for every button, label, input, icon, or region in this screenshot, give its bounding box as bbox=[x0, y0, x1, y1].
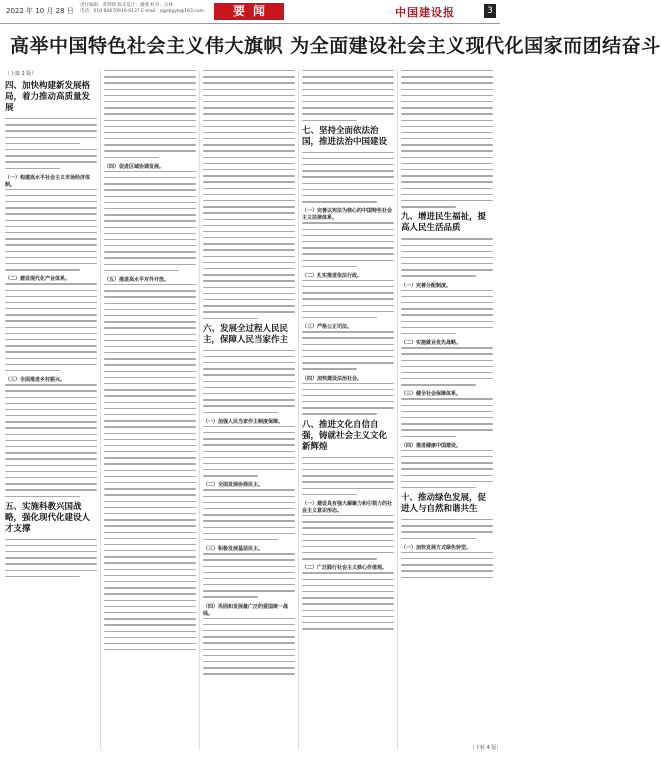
body-text bbox=[401, 290, 493, 335]
body-text bbox=[302, 280, 394, 319]
subheading: （一）加强人民当家作主制度保障。 bbox=[203, 418, 284, 425]
body-text bbox=[302, 457, 394, 496]
body-text bbox=[401, 238, 493, 277]
body-text bbox=[302, 572, 394, 629]
subheading: （二）建设现代化产业体系。 bbox=[5, 276, 71, 283]
body-text bbox=[302, 383, 394, 415]
column-divider bbox=[298, 70, 299, 750]
body-text bbox=[203, 70, 295, 319]
section-heading-4: 四、加快构建新发展格局，着力推动高质量发展 bbox=[5, 81, 91, 113]
subheading: （三）健全社会保障体系。 bbox=[401, 391, 462, 398]
section-heading-6: 六、发展全过程人民民主，保障人民当家作主 bbox=[203, 323, 289, 345]
subheading: （一）完善分配制度。 bbox=[401, 282, 452, 289]
body-text bbox=[5, 539, 97, 578]
contact-line: 电话：010-84670916-6137 E-mail：zgjsbgyb@163.com bbox=[80, 9, 204, 14]
body-text bbox=[302, 515, 394, 560]
body-text bbox=[5, 189, 97, 271]
subheading: （一）建设具有强大凝聚力和引领力的社会主义意识形态。 bbox=[302, 500, 393, 514]
newspaper-logo: 中国建设报 bbox=[395, 6, 455, 19]
subheading: （三）积极发展基层民主。 bbox=[203, 546, 264, 553]
subheading: （二）全面发展协商民主。 bbox=[203, 482, 264, 489]
section-heading-8: 八、推进文化自信自强，铸就社会主义文化新辉煌 bbox=[302, 419, 388, 452]
body-text bbox=[302, 70, 394, 121]
body-text bbox=[203, 618, 295, 675]
body-text bbox=[302, 152, 394, 203]
subheading: （四）推进健康中国建设。 bbox=[401, 442, 462, 449]
body-text bbox=[203, 553, 295, 598]
column-divider bbox=[100, 70, 101, 750]
body-text bbox=[203, 350, 295, 413]
subheading: （三）全面推进乡村振兴。 bbox=[5, 377, 66, 384]
column-4 bbox=[302, 70, 394, 750]
body-text bbox=[5, 118, 97, 169]
subheading: （五）推进高水平对外开放。 bbox=[104, 277, 170, 283]
body-text bbox=[104, 171, 196, 271]
body-text bbox=[104, 70, 196, 158]
subheading: （一）完善以宪法为核心的中国特色社会主义法律体系。 bbox=[302, 208, 393, 222]
editor-info bbox=[80, 3, 220, 15]
section-badge: 要闻 bbox=[214, 3, 284, 20]
subheading: （一）构建高水平社会主义市场经济体制。 bbox=[5, 174, 91, 188]
section-heading-7: 七、坚持全面依法治国，推进法治中国建设 bbox=[302, 125, 388, 147]
column-divider bbox=[199, 70, 200, 750]
subheading: （四）促进区域协调发展。 bbox=[104, 163, 165, 170]
column-1 bbox=[5, 70, 97, 750]
body-text bbox=[203, 426, 295, 477]
subheading: （二）实施就业优先战略。 bbox=[401, 340, 462, 347]
continued-from: （上接 2 版） bbox=[5, 71, 37, 77]
subheading: （三）严格公正司法。 bbox=[302, 324, 353, 331]
body-text bbox=[401, 552, 493, 578]
body-text bbox=[401, 70, 493, 208]
body-text bbox=[5, 283, 97, 371]
body-text bbox=[203, 489, 295, 540]
issue-date: 2022 年 10 月 28 日 bbox=[6, 7, 74, 15]
column-3 bbox=[203, 70, 295, 750]
subheading: （二）扎实推进依法行政。 bbox=[302, 272, 363, 279]
section-heading-5: 五、实施科教兴国战略，强化现代化建设人才支撑 bbox=[5, 501, 91, 534]
headline: 高举中国特色社会主义伟大旗帜 为全面建设社会主义现代化国家而团结奋斗 bbox=[10, 35, 661, 57]
section-heading-9: 九、增进民生福祉，提高人民生活品质 bbox=[401, 212, 487, 234]
column-2 bbox=[104, 70, 196, 750]
body-text bbox=[5, 384, 97, 497]
body-text bbox=[302, 222, 394, 267]
body-text bbox=[401, 450, 493, 489]
body-text bbox=[104, 284, 196, 650]
column-5 bbox=[401, 70, 493, 750]
page-number: 3 bbox=[484, 4, 496, 18]
masthead bbox=[0, 0, 500, 24]
subheading: （四）巩固和发展最广泛的爱国统一战线。 bbox=[203, 603, 289, 617]
editor-line: 责任编辑：黄荆锋 版式设计：潘燕 校对：吴林 bbox=[80, 3, 173, 8]
subheading: （四）加快建设法治社会。 bbox=[302, 375, 363, 382]
body-text bbox=[401, 398, 493, 437]
body-text bbox=[401, 519, 493, 539]
body-text bbox=[302, 331, 394, 370]
body-text bbox=[401, 347, 493, 386]
section-heading-10: 十、推动绿色发展，促进人与自然和谐共生 bbox=[401, 493, 487, 515]
subheading: （一）加快发展方式绿色转型。 bbox=[401, 544, 472, 551]
subheading: （二）广泛践行社会主义核心价值观。 bbox=[302, 565, 388, 572]
continued-to: （下转 4 版） bbox=[470, 745, 502, 751]
column-divider bbox=[397, 70, 398, 750]
